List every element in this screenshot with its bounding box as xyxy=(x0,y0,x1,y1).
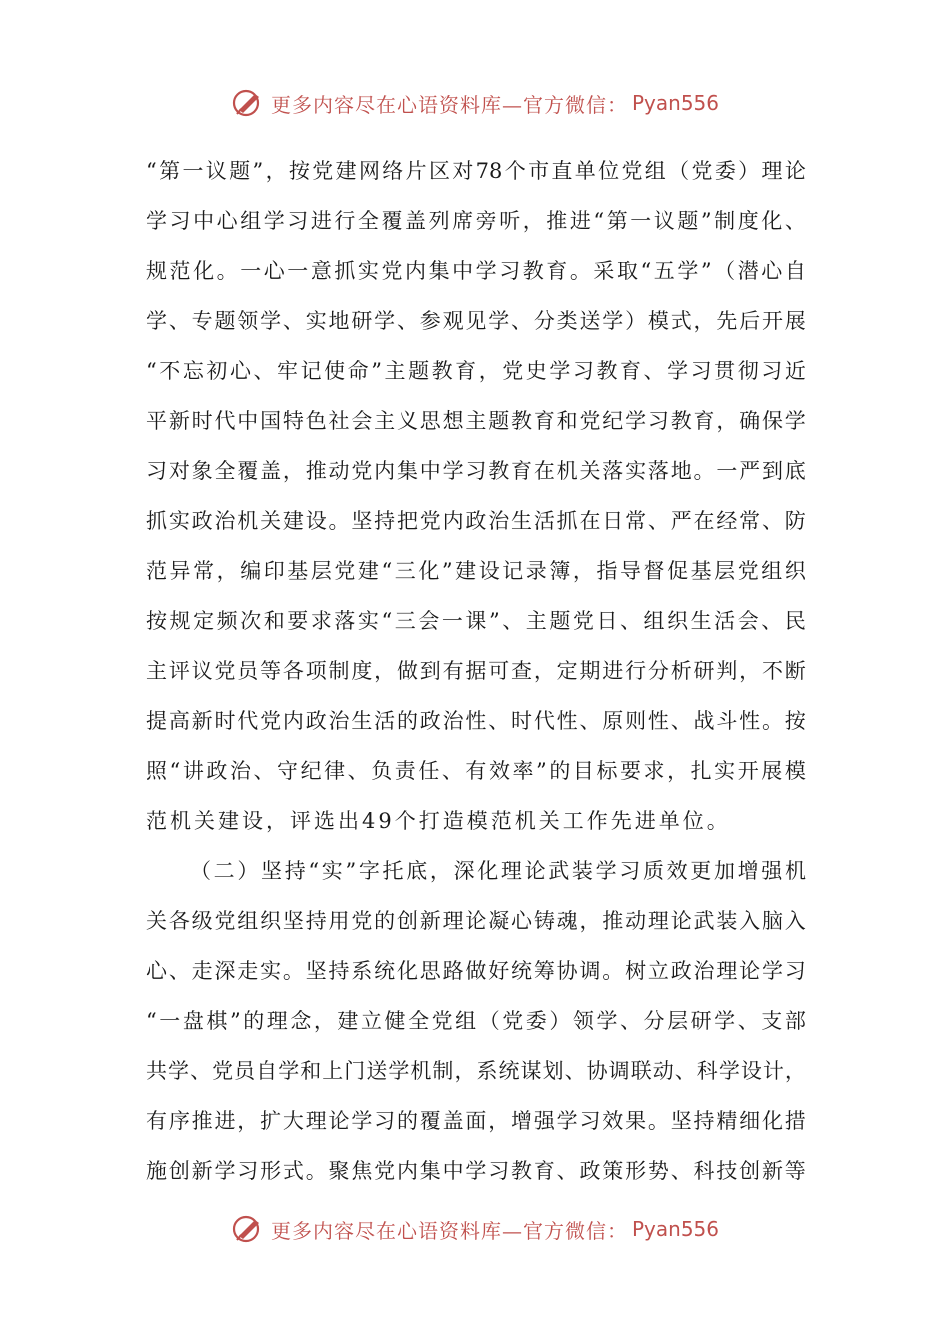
text-line: 按 规 定 频 次 和 要 求 落 实 “ 三 会 一 课 ” 、 主 题 党 日 、 组 织 生 活 会 、 民 xyxy=(146,609,806,633)
watermark-text: 更多内容尽在心语资料库—官方微信： xyxy=(270,1218,628,1243)
pen-logo-icon xyxy=(231,1212,265,1246)
footer-watermark xyxy=(0,1212,950,1246)
text-line: 平 新 时 代 中 国 特 色 社 会 主 义 思 想 主 题 教 育 和 党 纪 学 习 教 育 ， 确 保 学 xyxy=(146,409,806,433)
text-line: 施 创 新 学 习 形 式 。 聚 焦 党 内 集 中 学 习 教 育 、 政 策 形 势 、 科 技 创 新 等 xyxy=(146,1159,806,1183)
pen-logo-icon xyxy=(231,86,265,120)
text-line: 范 异 常 ， 编 印 基 层 党 建 “ 三 化 ” 建 设 记 录 簿 ， 指 导 督 促 基 层 党 组 织 xyxy=(146,559,806,583)
watermark-text: 更多内容尽在心语资料库—官方微信： xyxy=(270,92,628,117)
text-line: “ 一 盘 棋 ” 的 理 念 ， 建 立 健 全 党 组 （ 党 委 ） 领 学 、 分 层 研 学 、 支 部 xyxy=(146,1009,806,1033)
section-heading-line: （ 二 ） 坚 持 “ 实 ” 字 托 底 ， 深 化 理 论 武 装 学 习 质 效 更 加 增 强 机 xyxy=(190,859,806,883)
header-watermark xyxy=(0,86,950,120)
wechat-id: Pyan556 xyxy=(631,1217,719,1241)
wechat-id: Pyan556 xyxy=(631,91,719,115)
text-line: 抓 实 政 治 机 关 建 设 。 坚 持 把 党 内 政 治 生 活 抓 在 日 常 、 严 在 经 常 、 防 xyxy=(146,509,806,533)
document-body xyxy=(146,146,806,1196)
text-line: 关 各 级 党 组 织 坚 持 用 党 的 创 新 理 论 凝 心 铸 魂 ， 推 动 理 论 武 装 入 脑 入 xyxy=(146,909,806,933)
text-line: 主 评 议 党 员 等 各 项 制 度 ， 做 到 有 据 可 查 ， 定 期 进 行 分 析 研 判 ， 不 断 xyxy=(146,659,806,683)
text-line: 心 、 走 深 走 实 。 坚 持 系 统 化 思 路 做 好 统 筹 协 调 。 树 立 政 治 理 论 学 习 xyxy=(146,959,806,983)
text-line: “ 第 一 议 题 ” ， 按 党 建 网 络 片 区 对 78 个 市 直 单 位 党 组 （ 党 委 ） 理 论 xyxy=(146,159,806,183)
text-line: “ 不 忘 初 心 、 牢 记 使 命 ” 主 题 教 育 ， 党 史 学 习 教 育 、 学 习 贯 彻 习 近 xyxy=(146,359,806,383)
text-line: 学 、 专 题 领 学 、 实 地 研 学 、 参 观 见 学 、 分 类 送 学 ） 模 式 ， 先 后 开 展 xyxy=(146,309,806,333)
text-line: 规 范 化 。 一 心 一 意 抓 实 党 内 集 中 学 习 教 育 。 采 取 “ 五 学 ” （ 潜 心 自 xyxy=(146,259,806,283)
text-line: 有 序 推 进 ， 扩 大 理 论 学 习 的 覆 盖 面 ， 增 强 学 习 效 果 。 坚 持 精 细 化 措 xyxy=(146,1109,806,1133)
text-line: 共 学 、 党 员 自 学 和 上 门 送 学 机 制 ， 系 统 谋 划 、 协 调 联 动 、 科 学 设 计 ， xyxy=(146,1059,806,1083)
text-line: 学 习 中 心 组 学 习 进 行 全 覆 盖 列 席 旁 听 ， 推 进 “ 第 一 议 题 ” 制 度 化 、 xyxy=(146,209,806,233)
text-line: 照 “ 讲 政 治 、 守 纪 律 、 负 责 任 、 有 效 率 ” 的 目 标 要 求 ， 扎 实 开 展 模 xyxy=(146,759,806,783)
text-line: 范机关建设，评选出49个打造模范机关工作先进单位。 xyxy=(146,809,731,833)
text-line: 习 对 象 全 覆 盖 ， 推 动 党 内 集 中 学 习 教 育 在 机 关 落 实 落 地 。 一 严 到 底 xyxy=(146,459,806,483)
text-line: 提 高 新 时 代 党 内 政 治 生 活 的 政 治 性 、 时 代 性 、 原 则 性 、 战 斗 性 。 按 xyxy=(146,709,806,733)
